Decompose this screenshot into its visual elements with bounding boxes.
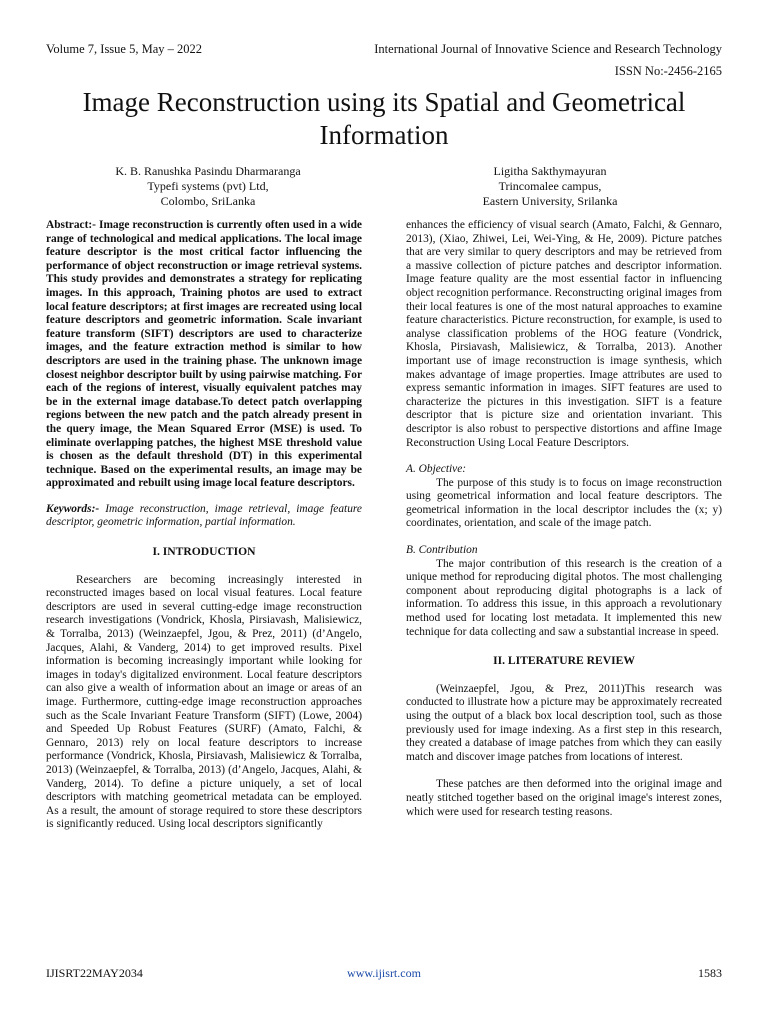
- left-column: [46, 219, 362, 832]
- keywords-label: Keywords:-: [46, 502, 100, 515]
- journal-name-header: International Journal of Innovative Science and Research Technology: [374, 42, 722, 56]
- author-block-1: [58, 164, 358, 209]
- issn-header: ISSN No:-2456-2165: [614, 64, 722, 78]
- author-name: Ligitha Sakthymayuran: [493, 164, 607, 178]
- keywords: [46, 503, 362, 530]
- paper-id-footer: IJISRT22MAY2034: [46, 966, 143, 980]
- literature-paragraph-1: (Weinzaepfel, Jgou, & Prez, 2011)This research was conducted to illustrate how a picture may be approximately recreated using the output of a black box local description tool, such as those previously used for image indexing. As a first step in this research, they created a database of image patches from which they can easily match and discover image patches from locations of interest.: [406, 682, 722, 763]
- section-heading-introduction: I. INTRODUCTION: [152, 545, 256, 559]
- right-column: [406, 219, 722, 819]
- abstract: [46, 219, 362, 491]
- volume-issue-header: Volume 7, Issue 5, May – 2022: [46, 42, 203, 56]
- abstract-text: Image reconstruction is currently often used in a wide range of technological and medical applications. The local image feature descriptor is the most critical factor influencing the performance of object reconstruction or image retrieval systems. This study provides and demonstrates a strategy for replicating images. In this approach, Training photos are used to extract local feature descriptors; at first images are recreated using local feature descriptors and geometric information. Scale invariant feature transform (SIFT) descriptors are used to characterize images, and the feature extraction method is similar to how descriptors are used in the training phase. The unknown image closest neighbor descriptor built by using pairwise matching. For each of the regions of interest, visually equivalent patches may be in the external image database.To detect patch overlapping regions between the new patch and the patch already present in the query image, the Mean Squared Error (MSE) is used. To eliminate overlapping patches, the highest MSE threshold value is chosen as the default threshold (DT) in this experimental technique. Based on the experimental results, an image may be approximated and rebuilt using image local feature descriptors.: [46, 219, 362, 490]
- subsection-heading-contribution: B. Contribution: [406, 544, 478, 557]
- introduction-paragraph: Researchers are becoming increasingly interested in reconstructed images based on local visual features. Local feature descriptors are used in several cutting-edge image reconstruction research investigations (Vondrick, Khosla, Pirsiavash, Malisiewicz, & Torralba, 2013) (Weinzaepfel, Jgou, & Prez, 2011) (d’Angelo, Jacques, Alahi, & Vanderg, 2014) to get improved results. Pixel information is becoming increasingly important while looking for images in today's digitalized environment. Local feature descriptors can also give a wealth of information about an image or areas of an image. Furthermore, cutting-edge image reconstruction approaches such as the Scale Invariant Feature Transform (SIFT) (Lowe, 2004) and Speeded Up Robust Features (SURF) (Amato, Falchi, & Gennaro, 2013) rely on local feature descriptors to increase performance (Vondrick, Khosla, Pirsiavash, Malisiewicz & Torralba, 2013) (Weinzaepfel, & Torralba, 2013) (d’Angelo, Jacques, Alahi, & Vanderg, 2014). To define a picture uniquely, a set of local descriptors with matching geometrical metadata can be employed. As a result, the amount of storage required to store these descriptors is significantly reduced. Using local descriptors significantly: [46, 573, 362, 831]
- section-heading-literature-review: II. LITERATURE REVIEW: [493, 654, 635, 668]
- abstract-label: Abstract:-: [46, 219, 96, 231]
- subsection-heading-objective: A. Objective:: [406, 463, 467, 476]
- keywords-text: Image reconstruction, image retrieval, image feature descriptor, geometric information, partial information.: [46, 502, 362, 529]
- page-number: 1583: [698, 966, 722, 980]
- author-location: Colombo, SriLanka: [160, 194, 256, 208]
- introduction-continued: enhances the efficiency of visual search (Amato, Falchi, & Gennaro, 2013), (Xiao, Zhiwei, Lei, Wei-Ying, & He, 2009). Picture patches that are very similar to query descriptors and may be retrieved from a massive collection of picture patches and descriptor information. Image feature quality are the most essential factor in influencing object recognition performance. Reconstructing original images from their local features is one of the most natural approaches to examine feature characteristics. Picture reconstruction, for example, is used to analyse classification problems of the HOG feature (Vondrick, Khosla, Pirsiavash, Malisiewicz, & Torralba, 2013). Another important use of image reconstruction is image synthesis, which makes advantage of image properties. Image attributes are used to express semantic information in images. SIFT features are used to characterize the pictures in this investigation. SIFT is a feature descriptor that is picture size and orientation invariant. This descriptor is also robust to perspective distortions and affine Image Reconstruction Using Local Feature Descriptors.: [406, 219, 722, 449]
- contribution-paragraph: The major contribution of this research is the creation of a unique method for reproducing digital photos. The most challenging component about reproducing digital photographs is a lack of information. To address this issue, in this approach a revolutionary method used for locating lost metadata. It implemented this new technique for data collecting and saw a substantial increase in speed.: [406, 557, 722, 638]
- author-affiliation: Typefi systems (pvt) Ltd,: [147, 179, 269, 193]
- author-name: K. B. Ranushka Pasindu Dharmaranga: [115, 164, 301, 178]
- author-affiliation: Trincomalee campus,: [498, 179, 602, 193]
- website-link[interactable]: www.ijisrt.com: [347, 966, 421, 980]
- author-location: Eastern University, Srilanka: [482, 194, 618, 208]
- paper-title: Image Reconstruction using its Spatial and Geometrical Information: [82, 87, 686, 150]
- objective-paragraph: The purpose of this study is to focus on image reconstruction using geometrical information and local feature descriptors. The geometrical information in the local descriptor includes the (x; y) coordinates, orientation, and scale of the image patch.: [406, 476, 722, 530]
- author-block-2: [400, 164, 700, 209]
- literature-paragraph-2: These patches are then deformed into the original image and neatly stitched together based on the original image's interest zones, which were used for research testing reasons.: [406, 778, 722, 818]
